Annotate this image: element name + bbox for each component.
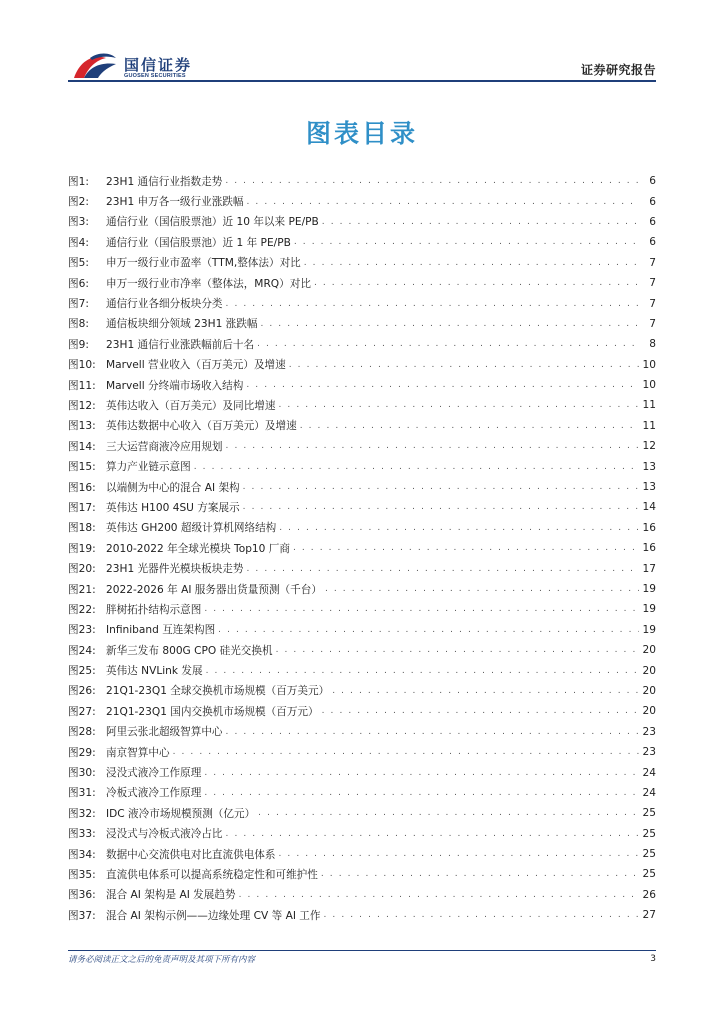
toc-entry-label: 图11: bbox=[68, 379, 96, 392]
toc-entry-title: 2022-2026 年 AI 服务器出货量预测（千台） bbox=[106, 583, 322, 596]
toc-leader-dots bbox=[226, 829, 639, 839]
toc-entry[interactable] bbox=[68, 395, 656, 415]
toc-entry-title: Marvell 营业收入（百万美元）及增速 bbox=[106, 359, 286, 372]
page-number: 3 bbox=[650, 954, 656, 964]
toc-entry-title: 23H1 申万各一级行业涨跌幅 bbox=[106, 196, 244, 209]
toc-leader-dots bbox=[279, 849, 640, 859]
toc-entry[interactable] bbox=[68, 844, 656, 864]
toc-entry-label: 图22: bbox=[68, 603, 96, 616]
toc-entry-label: 图15: bbox=[68, 461, 96, 474]
toc-entry-page: 23 bbox=[642, 746, 656, 759]
toc-entry-page: 7 bbox=[649, 277, 656, 290]
toc-entry-label: 图36: bbox=[68, 889, 96, 902]
toc-leader-dots bbox=[300, 421, 639, 431]
toc-entry[interactable] bbox=[68, 620, 656, 640]
toc-entry[interactable] bbox=[68, 579, 656, 599]
toc-entry-title: 英伟达收入（百万美元）及同比增速 bbox=[106, 399, 276, 412]
toc-entry-label: 图28: bbox=[68, 726, 96, 739]
toc-entry-label: 图25: bbox=[68, 665, 96, 678]
toc-entry[interactable] bbox=[68, 558, 656, 578]
toc-entry-page: 16 bbox=[642, 521, 656, 534]
toc-leader-dots bbox=[260, 319, 639, 329]
toc-entry-page: 7 bbox=[649, 297, 656, 310]
toc-entry[interactable] bbox=[68, 497, 656, 517]
toc-leader-dots bbox=[243, 502, 639, 512]
toc-leader-dots bbox=[218, 625, 639, 635]
toc-entry-label: 图34: bbox=[68, 848, 96, 861]
toc-entry-title: 数据中心交流供电对比直流供电体系 bbox=[106, 848, 276, 861]
toc-leader-dots bbox=[226, 441, 639, 451]
logo-text-en: GUOSEN SECURITIES bbox=[124, 73, 186, 79]
toc-entry-title: 混合 AI 架构示例——边缘处理 CV 等 AI 工作 bbox=[106, 909, 321, 922]
toc-entry-page: 26 bbox=[642, 888, 656, 901]
toc-entry-page: 10 bbox=[642, 379, 656, 392]
toc-leader-dots bbox=[325, 584, 639, 594]
toc-leader-dots bbox=[294, 237, 639, 247]
toc-entry-page: 7 bbox=[649, 256, 656, 269]
toc-entry-label: 图29: bbox=[68, 746, 96, 759]
toc-entry[interactable] bbox=[68, 416, 656, 436]
disclaimer-note: 请务必阅读正文之后的免责声明及其项下所有内容 bbox=[68, 955, 256, 965]
toc-entry-title: 通信行业（国信股票池）近 10 年以来 PE/PB bbox=[106, 216, 319, 229]
toc-entry-title: 通信行业（国信股票池）近 1 年 PE/PB bbox=[106, 236, 291, 249]
toc-entry-title: 浸没式液冷工作原理 bbox=[106, 767, 202, 780]
toc-entry-page: 19 bbox=[642, 603, 656, 616]
toc-entry-label: 图27: bbox=[68, 705, 96, 718]
toc-entry-title: 23H1 光器件光模块板块走势 bbox=[106, 563, 244, 576]
page-title: 图表目录 bbox=[305, 119, 418, 148]
toc-entry[interactable] bbox=[68, 355, 656, 375]
toc-entry-title: 通信行业各细分板块分类 bbox=[106, 298, 223, 311]
logo-mark-icon bbox=[70, 50, 118, 82]
toc-entry[interactable] bbox=[68, 640, 656, 660]
toc-entry-title: 混合 AI 架构是 AI 发展趋势 bbox=[106, 889, 236, 902]
toc-leader-dots bbox=[304, 258, 639, 268]
toc-entry-label: 图1: bbox=[68, 175, 89, 188]
toc-entry-label: 图13: bbox=[68, 420, 96, 433]
toc-entry-page: 6 bbox=[649, 195, 656, 208]
toc-entry[interactable] bbox=[68, 722, 656, 742]
toc-entry-title: 23H1 通信行业涨跌幅前后十名 bbox=[106, 338, 255, 351]
toc-entry-label: 图16: bbox=[68, 481, 96, 494]
toc-entry-title: 2010-2022 年全球光模块 Top10 厂商 bbox=[106, 542, 290, 555]
toc-leader-dots bbox=[239, 890, 639, 900]
toc-entry[interactable] bbox=[68, 701, 656, 721]
toc-entry-title: 英伟达 NVLink 发展 bbox=[106, 665, 203, 678]
toc-entry-title: 阿里云张北超级智算中心 bbox=[106, 726, 223, 739]
toc-entry[interactable] bbox=[68, 232, 656, 252]
toc-entry[interactable] bbox=[68, 171, 656, 191]
page-header bbox=[0, 0, 724, 84]
toc-entry-title: 21Q1-23Q1 全球交换机市场规模（百万美元） bbox=[106, 685, 330, 698]
toc-leader-dots bbox=[173, 747, 639, 757]
toc-entry-title: Infiniband 互连架构图 bbox=[106, 624, 216, 637]
toc-entry[interactable] bbox=[68, 599, 656, 619]
toc-entry[interactable] bbox=[68, 783, 656, 803]
toc-entry-page: 11 bbox=[642, 419, 656, 432]
toc-entry-page: 20 bbox=[642, 664, 656, 677]
toc-entry[interactable] bbox=[68, 660, 656, 680]
toc-entry-title: 南京智算中心 bbox=[106, 746, 170, 759]
header-divider bbox=[68, 80, 656, 82]
toc-entry-page: 24 bbox=[642, 766, 656, 779]
toc-entry[interactable] bbox=[68, 293, 656, 313]
toc-entry-title: 英伟达 H100 4SU 方案展示 bbox=[106, 501, 240, 514]
toc-entry-page: 17 bbox=[642, 562, 656, 575]
toc-leader-dots bbox=[225, 176, 639, 186]
toc-entry[interactable] bbox=[68, 762, 656, 782]
toc-entry-title: 英伟达 GH200 超级计算机网络结构 bbox=[106, 522, 277, 535]
toc-leader-dots bbox=[322, 706, 639, 716]
toc-entry-page: 19 bbox=[642, 623, 656, 636]
toc-entry-label: 图23: bbox=[68, 624, 96, 637]
toc-leader-dots bbox=[322, 217, 639, 227]
toc-entry-label: 图17: bbox=[68, 501, 96, 514]
toc-entry-label: 图3: bbox=[68, 216, 89, 229]
toc-entry[interactable] bbox=[68, 477, 656, 497]
toc-entry-page: 19 bbox=[642, 583, 656, 595]
toc-leader-dots bbox=[279, 400, 640, 410]
toc-entry[interactable] bbox=[68, 334, 656, 354]
toc-entry-label: 图18: bbox=[68, 522, 96, 535]
toc-entry-page: 20 bbox=[642, 705, 656, 718]
toc-leader-dots bbox=[289, 360, 639, 370]
toc-entry-label: 图21: bbox=[68, 583, 96, 596]
toc-entry-page: 11 bbox=[642, 399, 656, 412]
toc-entry-page: 20 bbox=[642, 644, 656, 657]
toc-entry-page: 25 bbox=[642, 827, 656, 840]
toc-entry-title: 冷板式液冷工作原理 bbox=[106, 787, 202, 800]
toc-entry-page: 23 bbox=[642, 725, 656, 738]
toc-entry-label: 图19: bbox=[68, 542, 96, 555]
footer-divider bbox=[68, 950, 656, 951]
toc-entry-title: 新华三发布 800G CPO 硅光交换机 bbox=[106, 644, 273, 657]
toc-entry-title: 通信板块细分领域 23H1 涨跌幅 bbox=[106, 318, 258, 331]
toc-entry[interactable] bbox=[68, 824, 656, 844]
toc-entry-title: 三大运营商液冷应用规划 bbox=[106, 440, 223, 453]
toc-entry-label: 图7: bbox=[68, 298, 89, 311]
toc-entry[interactable] bbox=[68, 742, 656, 762]
toc-entry-label: 图12: bbox=[68, 399, 96, 412]
toc-entry-page: 25 bbox=[642, 868, 656, 881]
toc-leader-dots bbox=[276, 645, 639, 655]
toc-leader-dots bbox=[243, 482, 639, 492]
toc-entry[interactable] bbox=[68, 273, 656, 293]
toc-leader-dots bbox=[226, 299, 639, 309]
toc-leader-dots bbox=[226, 727, 639, 737]
toc-leader-dots bbox=[204, 768, 639, 778]
toc-entry-label: 图24: bbox=[68, 644, 96, 657]
toc-entry-title: 算力产业链示意图 bbox=[106, 461, 191, 474]
toc-leader-dots bbox=[258, 808, 639, 818]
toc-entry-label: 图20: bbox=[68, 563, 96, 576]
table-of-figures bbox=[68, 171, 656, 925]
toc-entry[interactable] bbox=[68, 803, 656, 823]
toc-entry-title: 21Q1-23Q1 国内交换机市场规模（百万元） bbox=[106, 705, 319, 718]
toc-entry-label: 图9: bbox=[68, 338, 89, 351]
toc-entry-page: 6 bbox=[649, 215, 656, 228]
toc-leader-dots bbox=[314, 278, 639, 288]
toc-entry-label: 图5: bbox=[68, 257, 89, 270]
toc-entry-title: 以端侧为中心的混合 AI 架构 bbox=[106, 481, 240, 494]
report-type-label: 证券研究报告 bbox=[580, 63, 656, 77]
toc-entry-page: 7 bbox=[649, 317, 656, 330]
logo-text-cn: 国信证券 bbox=[124, 56, 193, 74]
toc-entry-label: 图10: bbox=[68, 359, 96, 372]
toc-entry-label: 图8: bbox=[68, 318, 89, 331]
toc-entry-page: 14 bbox=[642, 501, 656, 514]
toc-leader-dots bbox=[257, 339, 639, 349]
toc-entry-page: 24 bbox=[642, 786, 656, 799]
toc-leader-dots bbox=[293, 543, 639, 553]
toc-leader-dots bbox=[206, 666, 639, 676]
toc-entry-label: 图37: bbox=[68, 909, 96, 922]
toc-entry-title: IDC 液冷市场规模预测（亿元） bbox=[106, 807, 256, 820]
toc-entry-label: 图33: bbox=[68, 828, 96, 841]
toc-entry-page: 13 bbox=[642, 460, 656, 473]
toc-entry[interactable] bbox=[68, 885, 656, 905]
toc-entry[interactable] bbox=[68, 456, 656, 476]
toc-entry[interactable] bbox=[68, 905, 656, 925]
toc-entry[interactable] bbox=[68, 191, 656, 211]
toc-entry-title: 浸没式与冷板式液冷占比 bbox=[106, 828, 223, 841]
toc-leader-dots bbox=[204, 604, 639, 614]
toc-entry-label: 图14: bbox=[68, 440, 96, 453]
toc-entry-page: 25 bbox=[642, 848, 656, 861]
toc-leader-dots bbox=[247, 197, 640, 207]
toc-entry-page: 8 bbox=[649, 338, 656, 351]
toc-entry-title: 申万一级行业市净率（整体法，MRQ）对比 bbox=[106, 277, 311, 290]
toc-entry[interactable] bbox=[68, 212, 656, 232]
toc-entry-title: 胖树拓扑结构示意图 bbox=[106, 603, 202, 616]
toc-leader-dots bbox=[204, 788, 639, 798]
toc-entry-label: 图30: bbox=[68, 767, 96, 780]
toc-entry-page: 16 bbox=[642, 542, 656, 555]
toc-leader-dots bbox=[321, 869, 639, 879]
toc-entry-title: Marvell 分终端市场收入结构 bbox=[106, 379, 244, 392]
toc-leader-dots bbox=[246, 380, 639, 390]
toc-entry[interactable] bbox=[68, 518, 656, 538]
toc-entry-page: 25 bbox=[642, 807, 656, 820]
toc-entry-label: 图4: bbox=[68, 236, 89, 249]
toc-entry-label: 图31: bbox=[68, 787, 96, 800]
toc-entry-label: 图32: bbox=[68, 807, 96, 820]
toc-entry[interactable] bbox=[68, 375, 656, 395]
toc-entry-title: 直流供电体系可以提高系统稳定性和可维护性 bbox=[106, 868, 318, 881]
toc-entry-page: 13 bbox=[642, 481, 656, 494]
toc-entry-page: 10 bbox=[642, 358, 656, 371]
toc-entry[interactable] bbox=[68, 436, 656, 456]
toc-entry[interactable] bbox=[68, 681, 656, 701]
toc-entry-title: 英伟达数据中心收入（百万美元）及增速 bbox=[106, 420, 297, 433]
toc-entry[interactable] bbox=[68, 314, 656, 334]
toc-entry-page: 12 bbox=[642, 440, 656, 453]
toc-leader-dots bbox=[332, 686, 639, 696]
toc-entry[interactable] bbox=[68, 253, 656, 273]
toc-entry-page: 6 bbox=[649, 175, 656, 188]
toc-entry-title: 23H1 通信行业指数走势 bbox=[106, 175, 223, 188]
toc-leader-dots bbox=[324, 910, 640, 920]
toc-entry-label: 图26: bbox=[68, 685, 96, 698]
toc-entry-page: 20 bbox=[642, 684, 656, 697]
toc-leader-dots bbox=[194, 462, 639, 472]
toc-entry-title: 申万一级行业市盈率（TTM,整体法）对比 bbox=[106, 257, 301, 270]
toc-entry[interactable] bbox=[68, 864, 656, 884]
toc-entry-page: 27 bbox=[642, 909, 656, 922]
toc-entry[interactable] bbox=[68, 538, 656, 558]
toc-entry-label: 图35: bbox=[68, 868, 96, 881]
toc-entry-label: 图6: bbox=[68, 277, 89, 290]
toc-entry-page: 6 bbox=[649, 236, 656, 249]
toc-leader-dots bbox=[279, 523, 639, 533]
toc-entry-label: 图2: bbox=[68, 196, 89, 209]
toc-leader-dots bbox=[247, 564, 640, 574]
